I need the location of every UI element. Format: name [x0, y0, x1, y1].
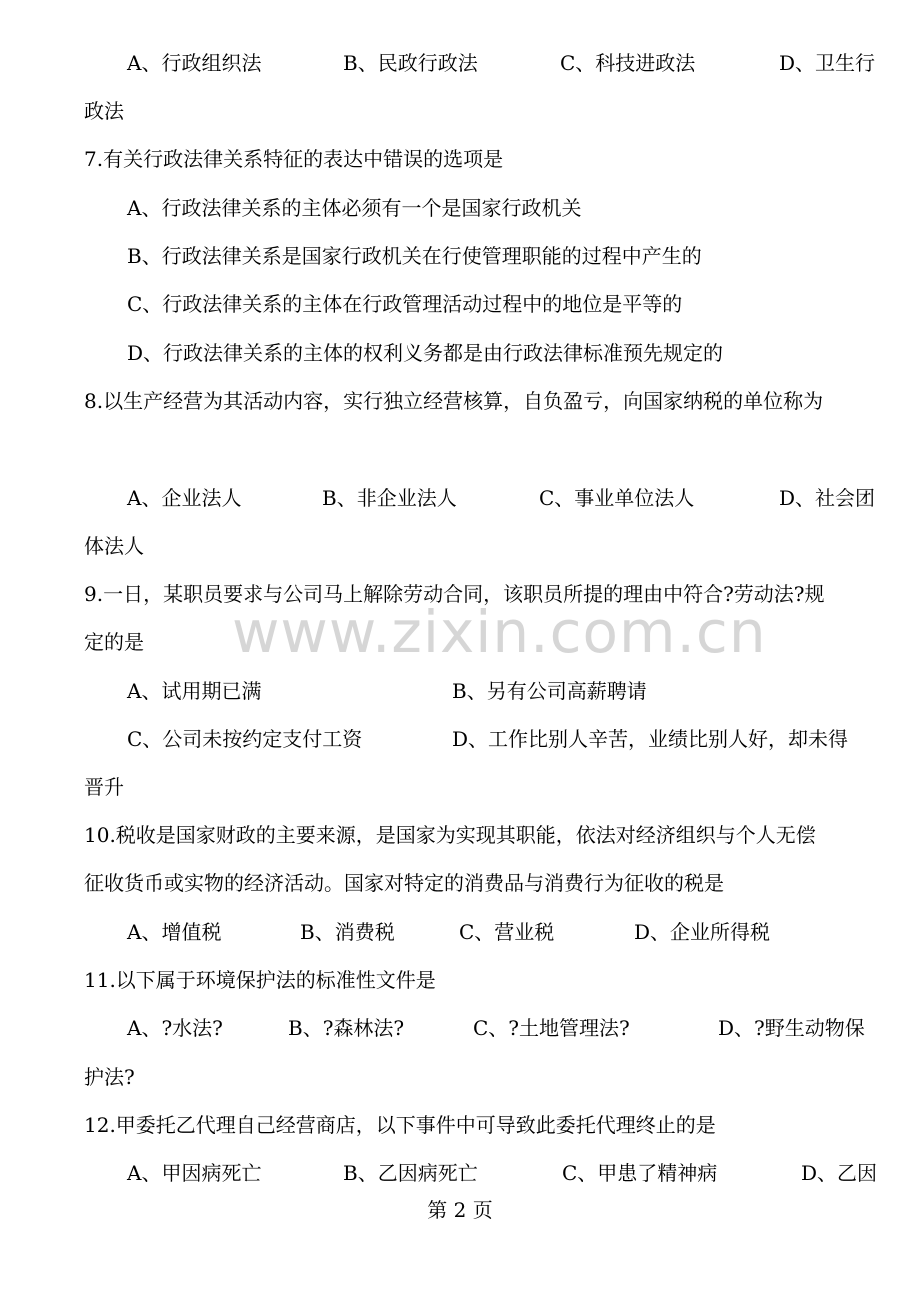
q8-option-d-wrap: 体法人	[84, 534, 144, 558]
q6-option-d: D、卫生行	[779, 51, 876, 75]
q9-option-d-wrap: 晋升	[84, 775, 124, 799]
q11-option-a: A、?水法?	[127, 1016, 223, 1040]
q9-option-d: D、工作比别人辛苦，业绩比别人好，却未得	[452, 727, 849, 751]
q7-stem: 7.有关行政法律关系特征的表达中错误的选项是	[84, 147, 504, 171]
q6-option-d-wrap: 政法	[84, 99, 124, 123]
q10-option-b: B、消费税	[300, 920, 395, 944]
q7-option-c: C、行政法律关系的主体在行政管理活动过程中的地位是平等的	[127, 292, 683, 316]
q9-option-a: A、试用期已满	[127, 679, 262, 703]
q11-option-c: C、?土地管理法?	[473, 1016, 630, 1040]
q12-option-c: C、甲患了精神病	[562, 1161, 718, 1185]
q6-option-c: C、科技进政法	[560, 51, 696, 75]
q10-option-a: A、增值税	[127, 920, 222, 944]
q8-option-b: B、非企业法人	[322, 486, 457, 510]
q7-option-b: B、行政法律关系是国家行政机关在行使管理职能的过程中产生的	[127, 244, 702, 268]
q11-option-b: B、?森林法?	[288, 1016, 405, 1040]
q11-stem: 11.以下属于环境保护法的标准性文件是	[84, 968, 436, 992]
q8-option-d: D、社会团	[779, 486, 876, 510]
q9-stem-line1: 9.一日，某职员要求与公司马上解除劳动合同，该职员所提的理由中符合?劳动法?规	[84, 582, 825, 606]
q6-option-b: B、民政行政法	[343, 51, 478, 75]
q11-option-d: D、?野生动物保	[718, 1016, 865, 1040]
q8-stem: 8.以生产经营为其活动内容，实行独立经营核算，自负盈亏，向国家纳税的单位称为	[84, 389, 824, 413]
q8-option-a: A、企业法人	[127, 486, 242, 510]
q9-stem-line2: 定的是	[84, 630, 144, 654]
page-number: 第 2 页	[427, 1198, 493, 1222]
q9-option-c: C、公司未按约定支付工资	[127, 727, 363, 751]
q12-option-d: D、乙因	[801, 1161, 878, 1185]
q7-option-a: A、行政法律关系的主体必须有一个是国家行政机关	[127, 196, 582, 220]
q10-stem-line1: 10.税收是国家财政的主要来源，是国家为实现其职能，依法对经济组织与个人无偿	[84, 823, 816, 847]
q12-option-b: B、乙因病死亡	[343, 1161, 478, 1185]
q8-option-c: C、事业单位法人	[539, 486, 695, 510]
q10-stem-line2: 征收货币或实物的经济活动。国家对特定的消费品与消费行为征收的税是	[84, 871, 724, 895]
q7-option-d: D、行政法律关系的主体的权利义务都是由行政法律标准预先规定的	[127, 341, 724, 365]
q12-option-a: A、甲因病死亡	[127, 1161, 262, 1185]
q10-option-c: C、营业税	[459, 920, 555, 944]
q10-option-d: D、企业所得税	[634, 920, 771, 944]
q6-option-a: A、行政组织法	[127, 51, 262, 75]
q11-option-d-wrap: 护法?	[84, 1065, 135, 1089]
watermark: www.zixin.com.cn	[232, 598, 767, 666]
q9-option-b: B、另有公司高薪聘请	[452, 679, 647, 703]
q12-stem: 12.甲委托乙代理自己经营商店，以下事件中可导致此委托代理终止的是	[84, 1113, 716, 1137]
